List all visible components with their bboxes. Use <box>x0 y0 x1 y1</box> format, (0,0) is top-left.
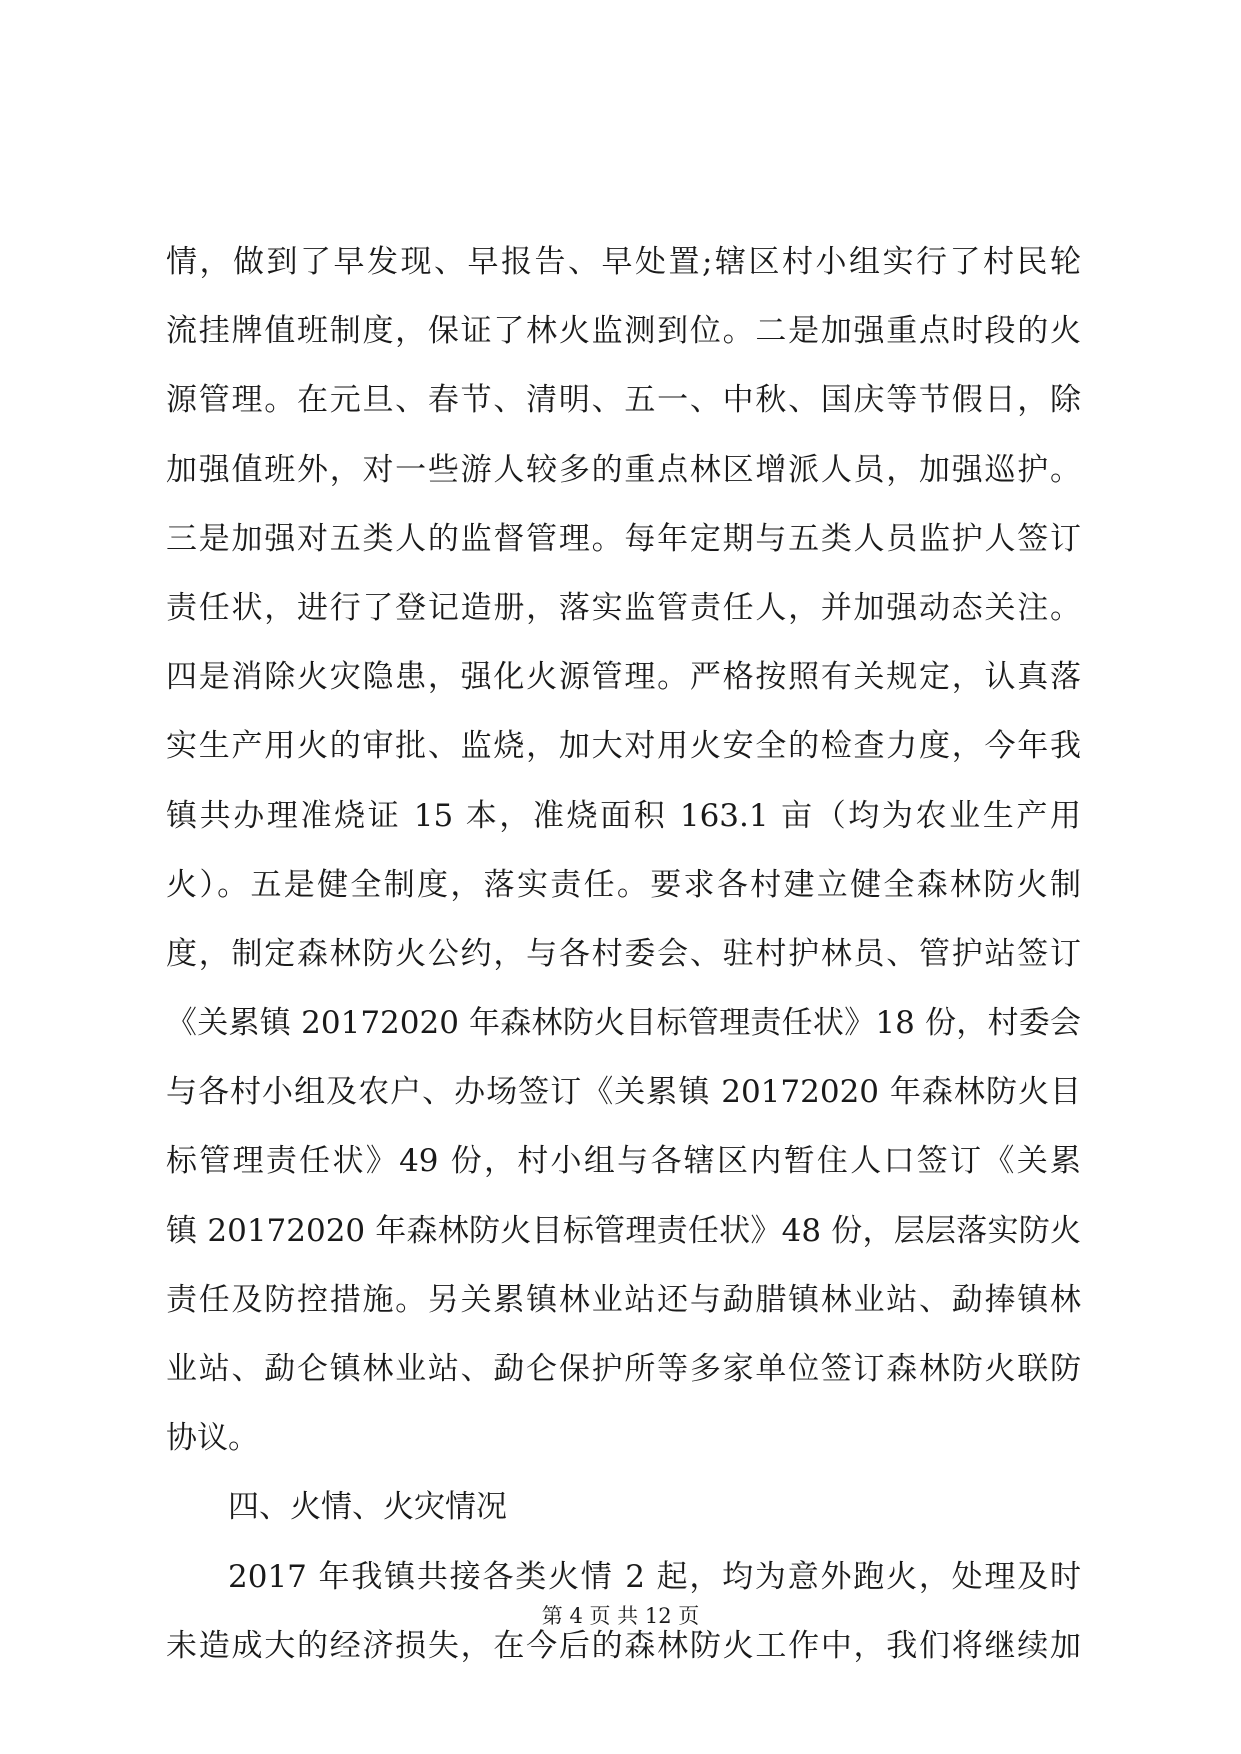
text-line: 源管理。在元旦、春节、清明、五一、中秋、国庆等节假日，除 <box>166 382 1081 419</box>
paragraph-first-line: 2017 年我镇共接各类火情 2 起，均为意外跑火，处理及时 <box>228 1558 1081 1595</box>
text-line: 三是加强对五类人的监督管理。每年定期与五类人员监护人签订 <box>166 520 1081 557</box>
text-line: 业站、勐仑镇林业站、勐仑保护所等多家单位签订森林防火联防 <box>166 1351 1081 1387</box>
text-line: 责任状，进行了登记造册，落实监管责任人，并加强动态关注。 <box>166 589 1081 626</box>
document-body <box>166 228 1081 1681</box>
text-line: 度，制定森林防火公约，与各村委会、驻村护林员、管护站签订 <box>166 935 1081 972</box>
section-heading: 四、火情、火灾情况 <box>228 1489 507 1526</box>
text-line: 《关累镇 20172020 年森林防火目标管理责任状》18 份，村委会 <box>166 1005 1081 1042</box>
text-line: 标管理责任状》49 份，村小组与各辖区内暂住人口签订《关累 <box>166 1143 1081 1180</box>
text-line: 责任及防控措施。另关累镇林业站还与勐腊镇林业站、勐捧镇林 <box>166 1281 1081 1318</box>
text-line: 未造成大的经济损失，在今后的森林防火工作中，我们将继续加 <box>166 1627 1081 1664</box>
text-line: 镇 20172020 年森林防火目标管理责任状》48 份，层层落实防火 <box>166 1212 1081 1249</box>
page-number-footer: 第 4 页 共 12 页 <box>541 1604 700 1628</box>
text-line: 火）。五是健全制度，落实责任。要求各村建立健全森林防火制 <box>166 866 1081 903</box>
text-line: 与各村小组及农户、办场签订《关累镇 20172020 年森林防火目 <box>166 1074 1081 1111</box>
text-line: 加强值班外，对一些游人较多的重点林区增派人员，加强巡护。 <box>166 451 1081 488</box>
text-line: 流挂牌值班制度，保证了林火监测到位。二是加强重点时段的火 <box>166 313 1081 350</box>
text-line: 协议。 <box>166 1420 259 1457</box>
text-line: 四是消除火灾隐患，强化火源管理。严格按照有关规定，认真落 <box>166 659 1081 696</box>
text-line: 镇共办理准烧证 15 本，准烧面积 163.1 亩（均为农业生产用 <box>166 797 1081 834</box>
text-line: 实生产用火的审批、监烧，加大对用火安全的检查力度，今年我 <box>166 728 1081 765</box>
text-line: 情，做到了早发现、早报告、早处置;辖区村小组实行了村民轮 <box>166 244 1081 280</box>
